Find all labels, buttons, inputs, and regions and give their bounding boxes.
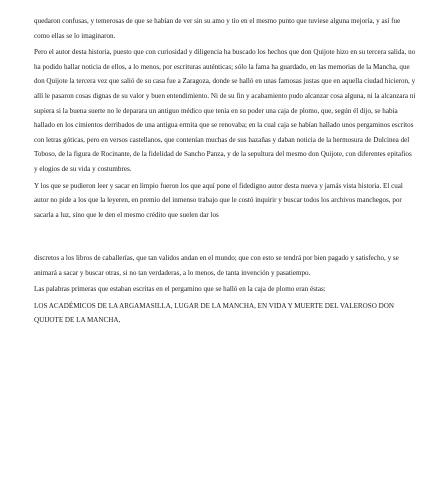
paragraph: quedaron confusas, y temerosas de que se habían de ver sin su amo y tío en el mesmo punto que tuviese alguna mejoría, y así fue como ellas se lo imaginaron. [34,17,401,40]
paragraph: Las palabras primeras que estaban escritas en el pergamino que se halló en la caja de plomo eran éstas: [34,285,326,294]
paragraph: LOS ACADÉMICOS DE LA ARGAMASILLA, LUGAR DE LA MANCHA, EN VIDA Y MUERTE DEL VALEROSO DON QUIJOTE DE LA MANCHA, [34,301,394,325]
paragraph: discretos a los libros de caballerías, que tan validos andan en el mundo; que con esto se tendrá por bien pagado y satisfecho, y se animará a sacar y buscar otras, si no tan verdaderas, a lo menos, de tanta invención y pasatiempo. [34,254,399,277]
text-block-bottom [34,251,416,328]
paragraph: Pero el autor desta historia, puesto que con curiosidad y diligencia ha buscado los hechos que don Quijote hizo en su tercera salida, no ha podido hallar noticia de ellos, a lo menos, por escrituras auténticas; sólo la fama ha guardado, en las memorias de la Mancha, que don Quijote la tercera vez que salió de su casa fue a Zaragoza, donde se halló en unas famosas justas que en aquella ciudad hicieron, y allí le pasaron cosas dignas de su valor y buen entendimiento. Ni de su fin y acabamiento pudo alcanzar cosa alguna, ni la alcanzara ni supiera si la buena suerte no le deparara un antiguo médico que tenía en su poder una caja de plomo, que, según él dijo, se había hallado en los cimientos derribados de una antigua ermita que se renovaba; en la cual caja se habían hallado unos pergaminos escritos con letras góticas, pero en versos castellanos, que contenían muchas de sus hazañas y daban noticia de la hermosura de Dulcinea del Toboso, de la figura de Rocinante, de la fidelidad de Sancho Panza, y de la sepultura del mesmo don Quijote, con diferentes epitafios y elogios de su vida y costumbres. [34,48,416,173]
text-block-top [34,14,416,222]
paragraph: Y los que se pudieron leer y sacar en limpio fueron los que aquí pone el fidedigno autor desta nueva y jamás vista historia. El cual autor no pide a los que la leyeren, en premio del inmenso trabajo que le costó inquirir y buscar todos los archivos manchegos, por sacarla a luz, sino que le den el mesmo crédito que suelen dar los [34,181,403,219]
